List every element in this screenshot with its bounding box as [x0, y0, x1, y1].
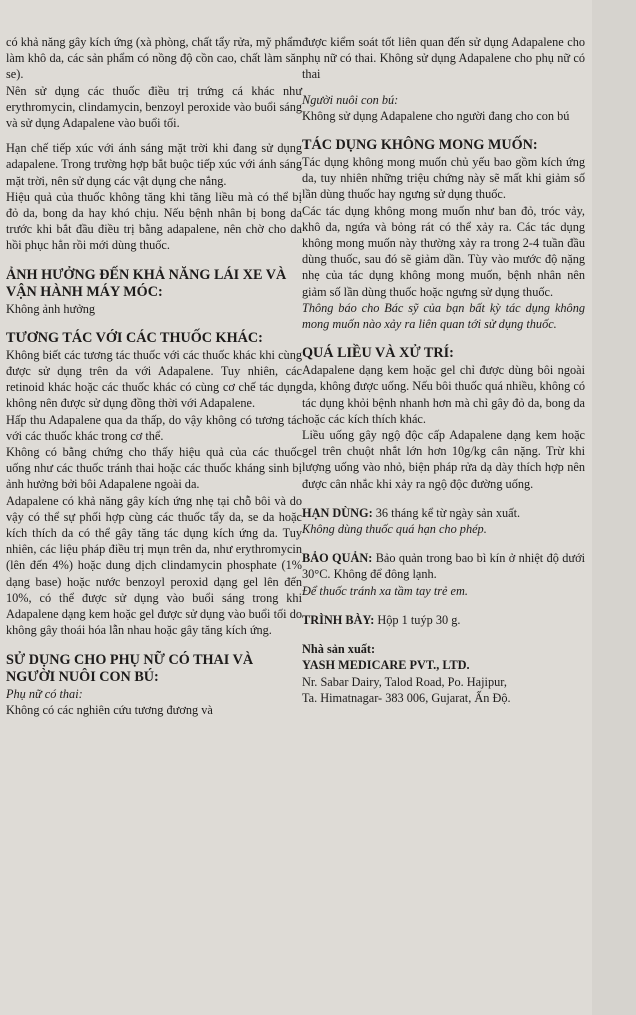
nursing-label: Người nuôi con bú: [302, 92, 399, 107]
pregnant-text: Không có các nghiên cứu tương đương và [6, 702, 213, 717]
pregnant-text-continued: được kiểm soát tốt liên quan đến sử dụng Adapalene cho phụ nữ có thai. Không sử dụng Adapalene cho phụ nữ có thai [302, 35, 585, 82]
overdose-para-2: Liều uống gây ngộ độc cấp Adapalene dạng kem hoặc gel trên chuột nhắt lớn hơn 10g/kg cân nặng. Trừ khi lượng uống vào nhỏ, biện pháp rửa dạ dày thích hợp nên được cân nhắc khi xảy ra ngộ độc đường uống. [302, 428, 585, 491]
pregnancy-heading: SỬ DỤNG CHO PHỤ NỮ CÓ THAI VÀ NGƯỜI NUÔI CON BÚ: [6, 651, 254, 685]
left-column [6, 34, 302, 718]
expiry-note: Không dùng thuốc quá hạn cho phép. [302, 522, 487, 537]
side-effects-heading: TÁC DỤNG KHÔNG MONG MUỐN: [302, 137, 538, 154]
precaution-irritants: có khả năng gây kích ứng (xà phòng, chất tẩy rửa, mỹ phẩm làm khô da, các sản phẩm có nồng độ cồn cao, chất làm săn se). [6, 35, 302, 82]
precaution-combination: Nên sử dụng các thuốc điều trị trứng cá khác như erythromycin, clindamycin, benzoyl peroxide vào buổi sáng và sử dụng Adapalene vào buổi tối. [6, 83, 302, 131]
pregnant-label: Phụ nữ có thai: [6, 686, 83, 701]
precaution-dosage: Hiệu quả của thuốc không tăng khi tăng liều mà có thể bị đỏ da, bong da hay khó chịu. Nếu bệnh nhân bị bong da trước khi bắt đầu điều trị bằng adapalene, nên chờ cho da hồi phục hẳn rồi mới dùng thuốc. [6, 189, 302, 253]
interaction-heading: TƯƠNG TÁC VỚI CÁC THUỐC KHÁC: [6, 329, 263, 346]
expiry-label: HẠN DÙNG: [302, 505, 373, 520]
storage-label: BẢO QUẢN: [302, 551, 373, 566]
side-effects-para-1: Tác dụng không mong muốn chủ yếu bao gồm kích ứng da, tuy nhiên những triệu chứng này sẽ mất khi giảm số lần dùng thuốc hay ngưng sử dụng thuốc. [302, 155, 585, 202]
manufacturer-label: Nhà sản xuất: [302, 642, 376, 657]
driving-text: Không ảnh hưởng [6, 301, 95, 316]
presentation-label: TRÌNH BÀY: [302, 612, 375, 627]
expiry-section [302, 505, 585, 521]
interaction-para-3: Không có bằng chứng cho thấy hiệu quả của các thuốc uống như các thuốc tránh thai hoặc các thuốc kháng sinh bị ảnh hưởng bởi bôi Adapalene ngoài da. [6, 445, 302, 492]
precaution-sunlight: Hạn chế tiếp xúc với ánh sáng mặt trời khi đang sử dụng adapalene. Trong trường hợp bắt buộc tiếp xúc với ánh sáng mặt trời, nên sử dụng các vật dụng che nắng. [6, 141, 302, 188]
interaction-para-4: Adapalene có khả năng gây kích ứng nhẹ tại chỗ bôi và do vậy có thể sự phối hợp cùng các thuốc tẩy da, se da hoặc kích thích da có thể gây tăng tác dụng kích ứng da. Tuy nhiên, các liệu pháp điều trị mụn trên da, như erythromycin (lên đến 4%) hoặc dung dịch clindamycin phosphate (1% dạng base) hoặc nước benzoyl peroxid dạng gel lên đến 10%, có thể được sử dụng vào buổi sáng trong khi Adapalene dạng kem hoặc gel được sử dụng vào buổi tối do không gây thoái hóa lẫn nhau hoặc gây tăng kích ứng. [6, 493, 302, 638]
presentation-section [302, 612, 585, 628]
overdose-heading: QUÁ LIỀU VÀ XỬ TRÍ: [302, 345, 454, 362]
manufacturer-address-2: Ta. Himatnagar- 383 006, Gujarat, Ấn Độ. [302, 690, 511, 705]
manufacturer-name: YASH MEDICARE PVT., LTD. [302, 658, 470, 673]
manufacturer-address-1: Nr. Sabar Dairy, Talod Road, Po. Hajipur, [302, 674, 507, 689]
right-column [302, 34, 585, 706]
page-edge-strip [592, 0, 636, 1015]
storage-note: Để thuốc tránh xa tầm tay trẻ em. [302, 583, 468, 598]
storage-text: Bảo quản trong bao bì kín ở nhiệt độ dưới 30°C. Không để đông lạnh. [302, 551, 585, 582]
interaction-para-2: Hấp thu Adapalene qua da thấp, do vậy không có tương tác với các thuốc khác trong cơ thể. [6, 412, 302, 443]
presentation-text: Hộp 1 tuýp 30 g. [377, 612, 461, 627]
nursing-text: Không sử dụng Adapalene cho người đang cho con bú [302, 108, 570, 123]
expiry-text: 36 tháng kể từ ngày sản xuất. [375, 505, 521, 520]
side-effects-note: Thông báo cho Bác sỹ của bạn bất kỳ tác dụng không mong muốn nào xảy ra liên quan tới sử dụng thuốc. [302, 300, 585, 332]
overdose-para-1: Adapalene dạng kem hoặc gel chỉ được dùng bôi ngoài da, không được uống. Nếu bôi thuốc quá nhiều, không có tác dụng khỏi bệnh nhanh hơn mà chỉ gây đỏ da, bong da hoặc các kích thích khác. [302, 363, 585, 426]
side-effects-para-2: Các tác dụng không mong muốn như ban đỏ, tróc vảy, khô da, ngứa và bỏng rát có thể xảy ra. Các tác dụng không mong muốn này thường xảy ra trong 2-4 tuần đầu dùng thuốc, sau đó sẽ giảm dần. Tùy vào mước độ nặng nhẹ của tác dụng không mong muốn, bệnh nhân nên giảm số lần dùng thuốc hoặc ngưng sử dụng thuốc. [302, 203, 585, 299]
storage-section [302, 550, 585, 582]
interaction-para-1: Không biết các tương tác thuốc với các thuốc khác khi cùng được sử dụng trên da với Adapalene. Tuy nhiên, các retinoid khác hoặc các thuốc khác có cùng cơ chế tác dụng không nên được sử dụng đồng thời với Adapalene. [6, 347, 302, 411]
driving-heading: ẢNH HƯỞNG ĐẾN KHẢ NĂNG LÁI XE VÀ VẬN HÀNH MÁY MÓC: [6, 266, 287, 300]
